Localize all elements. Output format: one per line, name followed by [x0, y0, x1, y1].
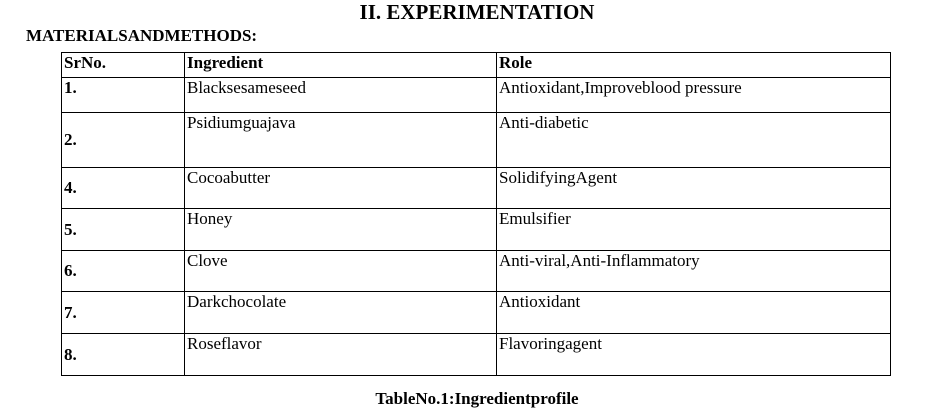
table-row [62, 251, 891, 292]
table-row [62, 168, 891, 209]
role-cell: Antioxidant [497, 292, 891, 334]
role-cell: Emulsifier [497, 209, 891, 251]
sr-cell: 1. [62, 78, 185, 113]
sr-cell: 4. [62, 168, 185, 209]
table-header-row [62, 53, 891, 78]
role-cell: Antioxidant,Improveblood pressure [497, 78, 891, 113]
role-cell: Flavoringagent [497, 334, 891, 376]
column-header-ingredient: Ingredient [185, 53, 497, 78]
sr-cell: 2. [62, 113, 185, 168]
sr-cell: 7. [62, 292, 185, 334]
ingredient-cell: Cocoabutter [185, 168, 497, 209]
table-row [62, 292, 891, 334]
column-header-role: Role [497, 53, 891, 78]
sub-heading: MATERIALSANDMETHODS: [26, 26, 258, 45]
table-row [62, 209, 891, 251]
sr-cell: 5. [62, 209, 185, 251]
table-row [62, 78, 891, 113]
role-cell: SolidifyingAgent [497, 168, 891, 209]
ingredient-cell: Psidiumguajava [185, 113, 497, 168]
role-cell: Anti-viral,Anti-Inflammatory [497, 251, 891, 292]
sr-cell: 6. [62, 251, 185, 292]
ingredient-table [61, 52, 891, 376]
table-caption: TableNo.1:Ingredientprofile [375, 389, 579, 408]
table-row [62, 113, 891, 168]
ingredient-cell: Roseflavor [185, 334, 497, 376]
column-header-srno: SrNo. [62, 53, 185, 78]
ingredient-cell: Darkchocolate [185, 292, 497, 334]
ingredient-cell: Clove [185, 251, 497, 292]
section-heading: II. EXPERIMENTATION [359, 0, 595, 24]
table-row [62, 334, 891, 376]
ingredient-cell: Blacksesameseed [185, 78, 497, 113]
sr-cell: 8. [62, 334, 185, 376]
ingredient-cell: Honey [185, 209, 497, 251]
role-cell: Anti-diabetic [497, 113, 891, 168]
